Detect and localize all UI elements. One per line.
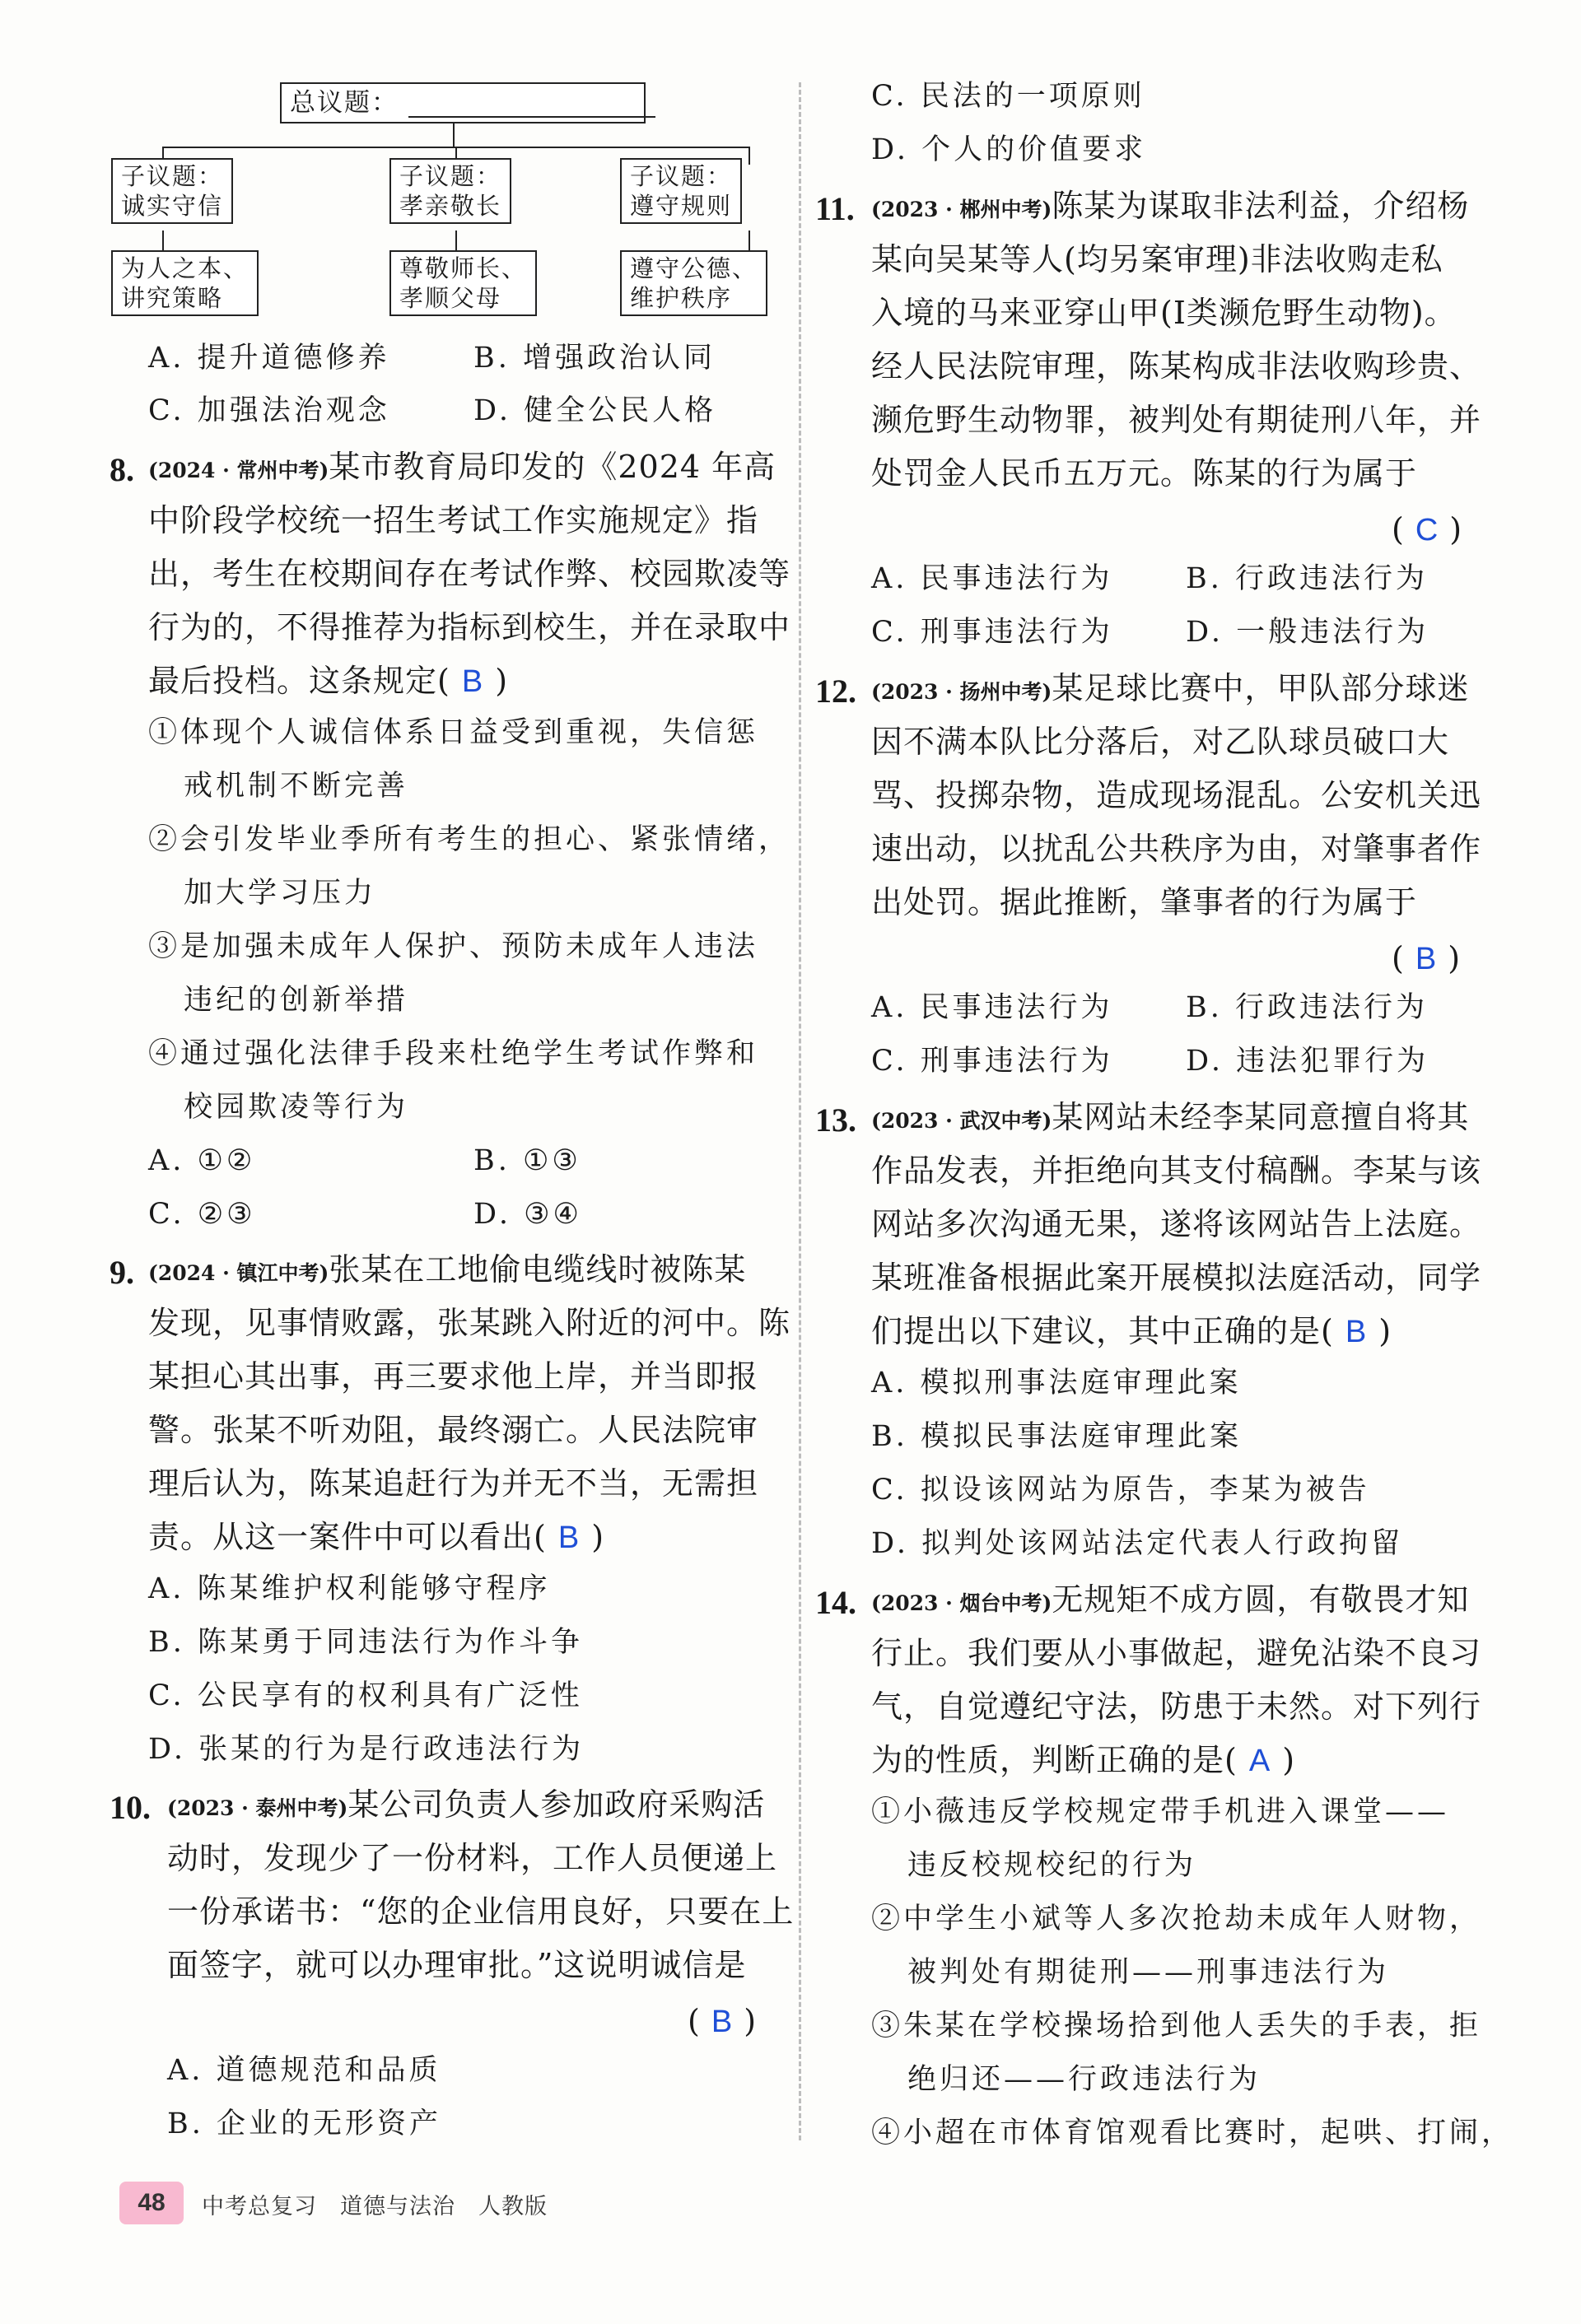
q9-paren: )	[591, 1519, 605, 1555]
q12-text: 某足球比赛中，甲队部分球迷	[1052, 670, 1470, 706]
q10-option-c: C. 民法的一项原则	[871, 80, 1145, 113]
sub-topic-name: 遵守规则	[630, 192, 733, 220]
detail-line: 尊敬师长、	[399, 254, 528, 282]
q14-item: ③朱某在学校操场拾到他人丢失的手表，拒	[871, 2010, 1482, 2042]
q13-stem-line: 某班准备根据此案开展模拟法庭活动，同学	[871, 1260, 1482, 1296]
q14-source: (2023 · 烟台中考)	[871, 1591, 1052, 1615]
q8-paren: )	[495, 663, 509, 699]
connector	[455, 231, 457, 250]
q14-number: 14.	[815, 1584, 856, 1621]
q8-text: 最后投档。这条规定(	[148, 663, 450, 699]
connector	[749, 147, 750, 165]
connector	[453, 123, 455, 147]
q8-stem-line	[148, 449, 777, 485]
sub-topic-2-detail	[389, 250, 537, 316]
q14-paren: )	[1282, 1742, 1296, 1778]
q8-number: 8.	[110, 451, 134, 488]
q13-number: 13.	[815, 1101, 856, 1139]
q10-paren: (	[688, 2003, 700, 2039]
q14-item: 违反校规校纪的行为	[907, 1849, 1197, 1882]
q8-item: 加大学习压力	[184, 877, 377, 910]
q11-option-d: D. 一般违法行为	[1186, 616, 1429, 649]
footer-book-title: 中考总复习 道德与法治 人教版	[202, 2194, 548, 2219]
q12-stem-line	[871, 670, 1470, 706]
q13-answer: B	[1345, 1315, 1368, 1349]
q9-answer: B	[557, 1521, 581, 1555]
q7-option-b: B. 增强政治认同	[473, 342, 716, 375]
q13-paren: )	[1378, 1313, 1392, 1349]
q14-item: ④小超在市体育馆观看比赛时，起哄、打闹，	[871, 2117, 1514, 2149]
q9-stem-line: 发现，见事情败露，张某跳入附近的河中。陈	[148, 1305, 791, 1341]
q8-item: 戒机制不断完善	[184, 770, 409, 803]
q13-option-a: A. 模拟刑事法庭审理此案	[871, 1367, 1242, 1400]
q12-number: 12.	[815, 673, 856, 710]
diagram-main-topic	[280, 82, 646, 123]
q14-item: 绝归还——行政违法行为	[907, 2063, 1262, 2096]
q12-stem-line: 因不满本队比分落后，对乙队球员破口大	[871, 724, 1450, 760]
q14-stem-line: 行止。我们要从小事做起，避免沾染不良习	[871, 1635, 1482, 1671]
q8-text: 某市教育局印发的《2024 年高	[329, 449, 777, 485]
q11-option-b: B. 行政违法行为	[1186, 562, 1428, 595]
q9-number: 9.	[110, 1254, 134, 1291]
q8-option-c: C. ②③	[148, 1198, 256, 1231]
q9-option-d: D. 张某的行为是行政违法行为	[148, 1733, 585, 1766]
q13-stem-line	[871, 1101, 1469, 1133]
q11-stem-line: 经人民法院审理，陈某构成非法收购珍贵、	[871, 348, 1482, 384]
main-topic-label: 总议题：	[290, 88, 399, 118]
q8-answer: B	[461, 664, 484, 699]
q10-stem-line	[167, 1786, 766, 1823]
q14-answer: A	[1248, 1744, 1271, 1778]
q7-option-a: A. 提升道德修养	[148, 342, 390, 375]
q9-source: (2024 · 镇江中考)	[148, 1261, 329, 1285]
q10-answer: B	[711, 2005, 733, 2039]
q10-stem-line: 面签字，就可以办理审批。”这说明诚信是	[167, 1947, 747, 1983]
sub-topic-3	[620, 158, 742, 224]
q11-option-a: A. 民事违法行为	[871, 562, 1113, 595]
column-divider	[799, 82, 801, 2140]
q10-answer-paren	[688, 2003, 756, 2040]
q14-item: ①小薇违反学校规定带手机进入课堂——	[871, 1795, 1450, 1828]
q12-paren: (	[1392, 940, 1404, 976]
q9-text: 责。从这一案件中可以看出(	[148, 1519, 547, 1555]
q11-stem-line	[871, 188, 1470, 224]
q11-source: (2023 · 郴州中考)	[871, 198, 1052, 221]
q10-option-a: A. 道德规范和品质	[167, 2054, 441, 2087]
detail-line: 孝顺父母	[399, 284, 502, 312]
q13-stem-line: 作品发表，并拒绝向其支付稿酬。李某与该	[871, 1153, 1482, 1189]
q9-stem-line: 某担心其出事，再三要求他上岸，并当即报	[148, 1358, 759, 1395]
q14-item: 被判处有期徒刑——刑事违法行为	[907, 1956, 1390, 1989]
q11-paren: (	[1392, 511, 1404, 547]
q14-stem-line	[871, 1744, 1295, 1777]
sub-topic-3-detail	[620, 250, 767, 316]
q8-item: ③是加强未成年人保护、预防未成年人违法	[148, 930, 759, 963]
q14-item: ②中学生小斌等人多次抢劫未成年人财物，	[871, 1903, 1482, 1935]
sub-topic-label: 子议题：	[630, 162, 733, 190]
main-topic-blank	[408, 91, 655, 118]
q13-option-c: C. 拟设该网站为原告，李某为被告	[871, 1474, 1370, 1507]
q12-source: (2023 · 扬州中考)	[871, 680, 1052, 704]
sub-topic-name: 孝亲敬长	[399, 192, 502, 220]
q12-paren: )	[1448, 940, 1461, 976]
q14-stem-line: 气，自觉遵纪守法，防患于未然。对下列行	[871, 1688, 1482, 1725]
q13-source: (2023 · 武汉中考)	[871, 1109, 1052, 1133]
sub-topic-1	[111, 158, 233, 224]
q11-stem-line: 入境的马来亚穿山甲(Ⅰ类濒危野生动物)。	[871, 295, 1457, 331]
q8-item: ④通过强化法律手段来杜绝学生考试作弊和	[148, 1037, 759, 1070]
q12-option-c: C. 刑事违法行为	[871, 1045, 1113, 1078]
q9-text: 张某在工地偷电缆线时被陈某	[329, 1251, 747, 1288]
q13-option-d: D. 拟判处该网站法定代表人行政拘留	[871, 1527, 1404, 1560]
q11-answer-paren	[1392, 511, 1462, 548]
q13-option-b: B. 模拟民事法庭审理此案	[871, 1420, 1242, 1453]
q8-stem-line: 中阶段学校统一招生考试工作实施规定》指	[148, 502, 759, 538]
q8-item: 校园欺凌等行为	[184, 1091, 409, 1124]
q14-stem-line	[871, 1581, 1470, 1618]
detail-line: 为人之本、	[121, 254, 250, 282]
q8-item: 违纪的创新举措	[184, 984, 409, 1017]
q12-answer-paren	[1392, 940, 1460, 977]
q10-text: 某公司负责人参加政府采购活	[347, 1786, 766, 1823]
q9-stem-line: 理后认为，陈某追赶行为并无不当，无需担	[148, 1465, 759, 1502]
page-number: 48	[119, 2182, 184, 2224]
q12-option-a: A. 民事违法行为	[871, 991, 1113, 1024]
connector	[749, 231, 750, 250]
q13-text: 们提出以下建议，其中正确的是(	[871, 1313, 1334, 1349]
q13-text: 某网站未经李某同意擅自将其	[1052, 1099, 1470, 1135]
q13-stem-line: 网站多次沟通无果，遂将该网站告上法庭。	[871, 1206, 1482, 1242]
detail-line: 讲究策略	[121, 284, 224, 312]
q11-stem-line: 某向吴某等人(均另案审理)非法收购走私	[871, 241, 1443, 277]
q8-stem-line: 行为的，不得推荐为指标到校生，并在录取中	[148, 609, 791, 645]
q8-item: ①体现个人诚信体系日益受到重视，失信惩	[148, 716, 759, 749]
sub-topic-name: 诚实守信	[121, 192, 224, 220]
q10-stem-line: 动时，发现少了一份材料，工作人员便递上	[167, 1840, 778, 1876]
q8-option-b: B. ①③	[473, 1144, 581, 1177]
sub-topic-label: 子议题：	[121, 162, 224, 190]
q10-paren: )	[744, 2003, 757, 2039]
q11-answer: C	[1415, 513, 1439, 547]
q11-stem-line: 处罚金人民币五万元。陈某的行为属于	[871, 455, 1418, 491]
topic-diagram	[111, 82, 786, 329]
q12-option-d: D. 违法犯罪行为	[1186, 1045, 1429, 1078]
q10-option-d: D. 个人的价值要求	[871, 133, 1147, 166]
q7-option-d: D. 健全公民人格	[473, 394, 717, 427]
q9-stem-line	[148, 1251, 747, 1288]
connector	[162, 231, 164, 250]
q9-option-c: C. 公民享有的权利具有广泛性	[148, 1679, 583, 1712]
q9-stem-line	[148, 1521, 604, 1553]
q10-source: (2023 · 泰州中考)	[167, 1796, 348, 1820]
q11-stem-line: 濒危野生动物罪，被判处有期徒刑八年，并	[871, 402, 1482, 438]
detail-line: 遵守公德、	[630, 254, 758, 282]
q7-option-c: C. 加强法治观念	[148, 394, 390, 427]
q9-option-b: B. 陈某勇于同违法行为作斗争	[148, 1626, 583, 1659]
q14-text: 为的性质，判断正确的是(	[871, 1742, 1238, 1778]
q8-source: (2024 · 常州中考)	[148, 459, 329, 482]
q12-option-b: B. 行政违法行为	[1186, 991, 1428, 1024]
sub-topic-2	[389, 158, 511, 224]
q12-stem-line: 骂、投掷杂物，造成现场混乱。公安机关迅	[871, 777, 1482, 813]
sub-topic-label: 子议题：	[399, 162, 502, 190]
q8-item: ②会引发毕业季所有考生的担心、紧张情绪，	[148, 823, 791, 856]
q8-stem-line	[148, 665, 508, 697]
q14-text: 无规矩不成方圆，有敬畏才知	[1052, 1581, 1470, 1618]
detail-line: 维护秩序	[630, 284, 733, 312]
q12-stem-line: 出处罚。据此推断，肇事者的行为属于	[871, 884, 1418, 920]
q10-number: 10.	[110, 1789, 151, 1826]
q11-paren: )	[1449, 511, 1462, 547]
q9-stem-line: 警。张某不听劝阻，最终溺亡。人民法院审	[148, 1412, 759, 1448]
q10-stem-line: 一份承诺书：“您的企业信用良好，只要在上	[167, 1893, 795, 1930]
q13-stem-line	[871, 1313, 1392, 1349]
q11-number: 11.	[815, 190, 855, 227]
q8-option-a: A. ①②	[148, 1144, 256, 1177]
q8-stem-line: 出，考生在校期间存在考试作弊、校园欺凌等	[148, 556, 791, 592]
q11-option-c: C. 刑事违法行为	[871, 616, 1113, 649]
q12-stem-line: 速出动，以扰乱公共秩序为由，对肇事者作	[871, 831, 1482, 867]
sub-topic-1-detail	[111, 250, 259, 316]
q9-option-a: A. 陈某维护权利能够守程序	[148, 1572, 551, 1605]
q11-text: 陈某为谋取非法利益，介绍杨	[1052, 188, 1470, 224]
q8-option-d: D. ③④	[473, 1198, 582, 1231]
q12-answer: B	[1415, 942, 1437, 976]
q10-option-b: B. 企业的无形资产	[167, 2107, 441, 2140]
